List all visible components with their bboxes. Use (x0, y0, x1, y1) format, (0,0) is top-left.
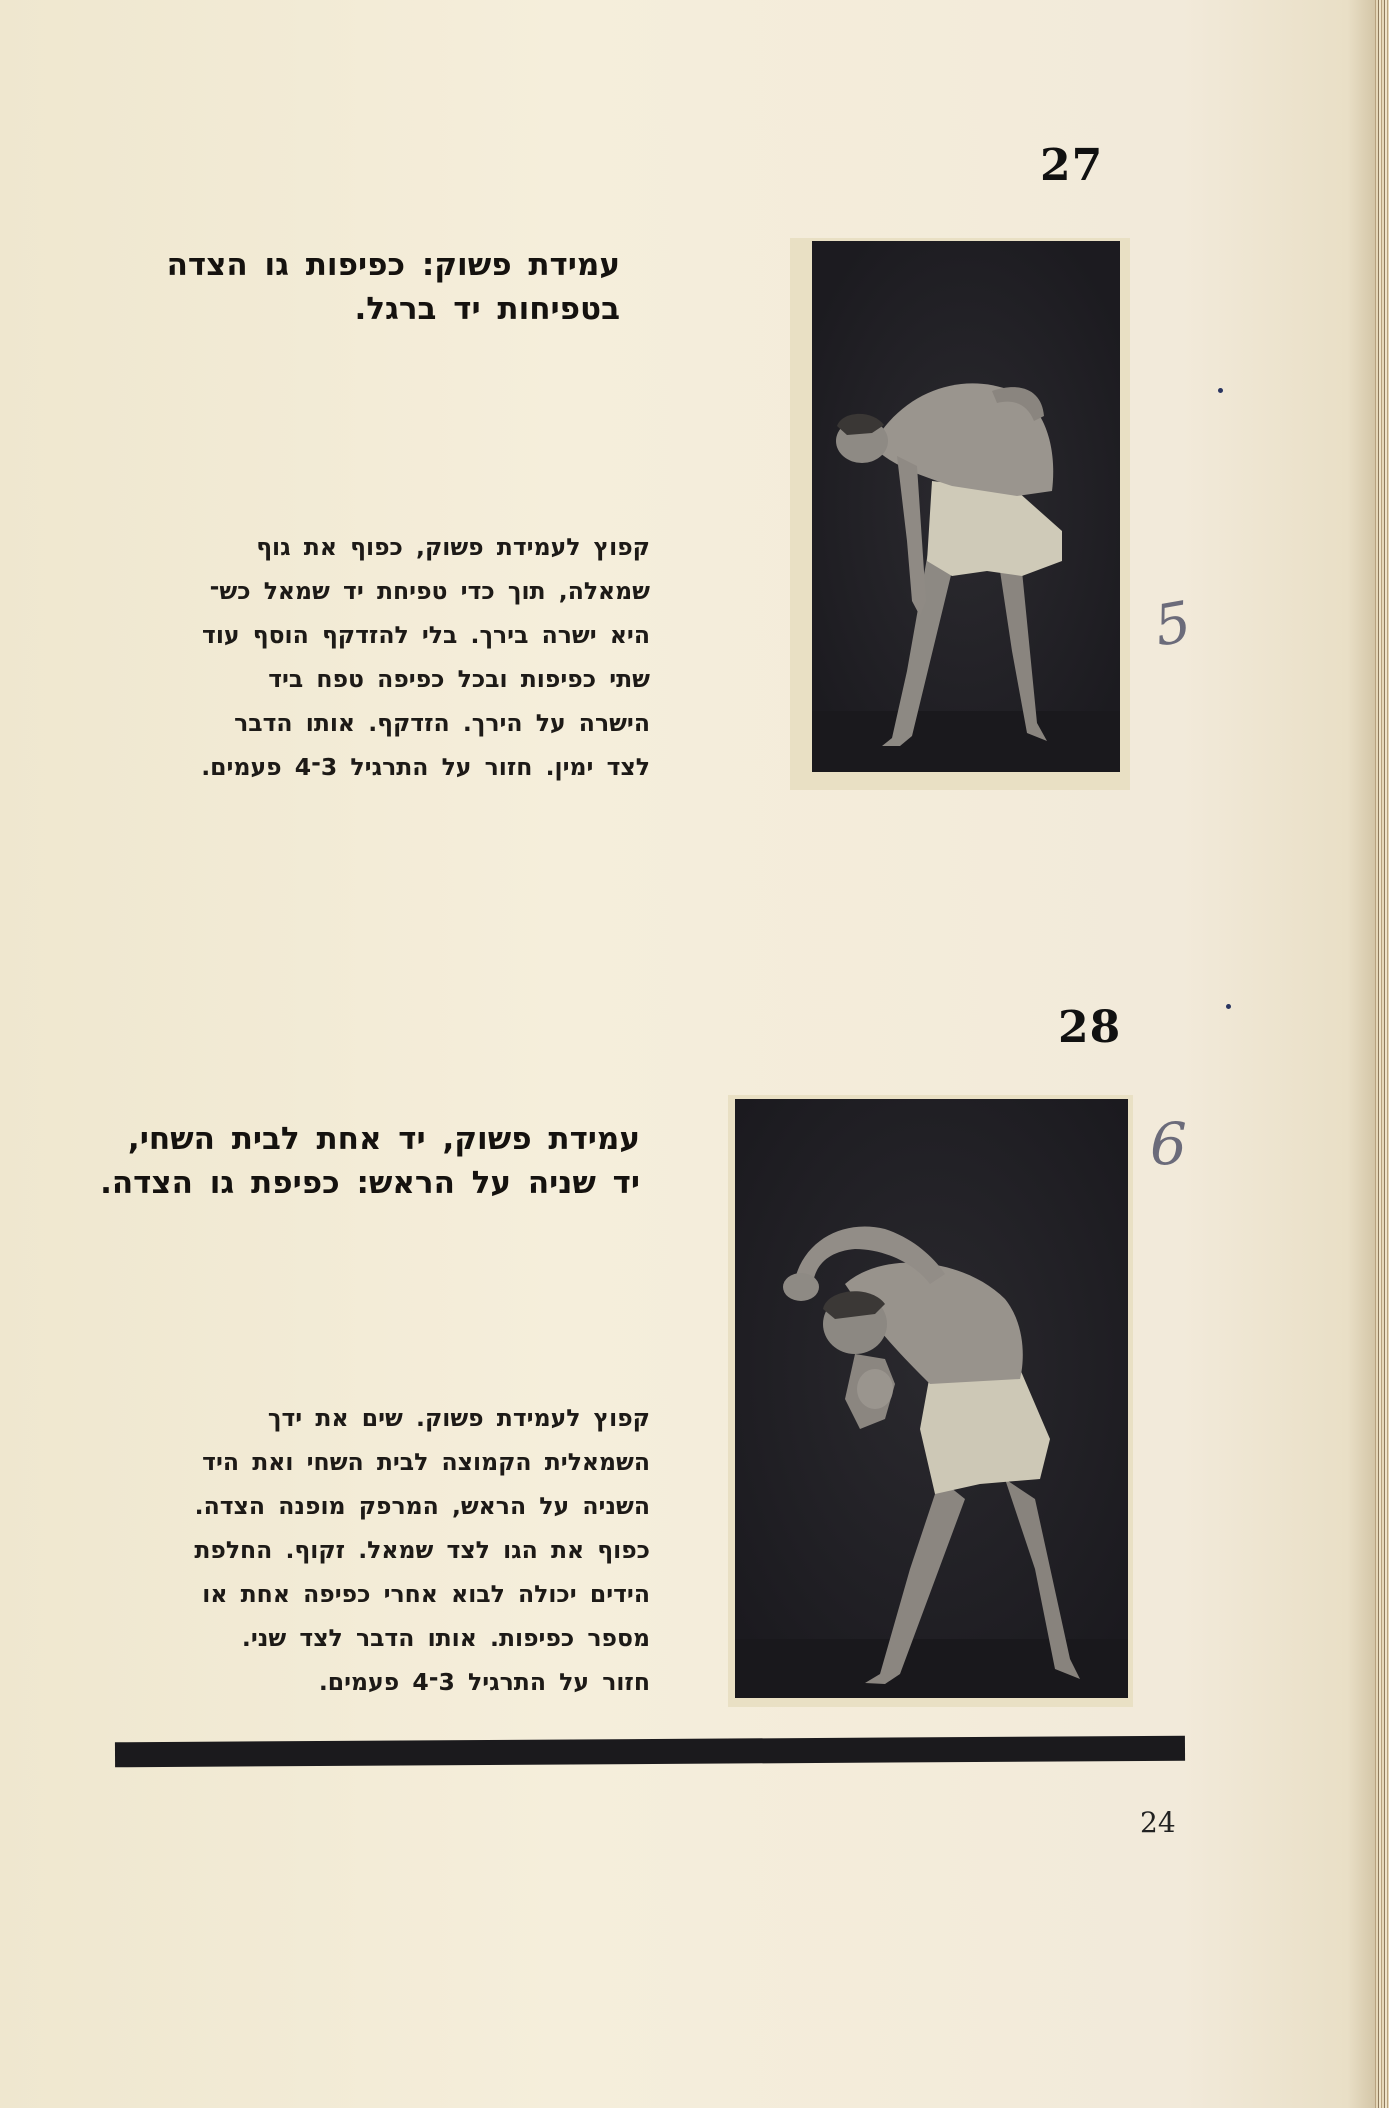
exercise-28-body-line: השניה על הראש, המרפק מופנה הצדה. (194, 1492, 650, 1520)
exercise-28-photo (735, 1099, 1128, 1698)
ink-dot (1226, 1004, 1231, 1009)
exercise-27-body-line: שמאלה, תוך כדי טפיחת יד שמאל כש־ (209, 577, 650, 605)
exercise-28-body-line: קפוץ לעמידת פשוק. שים את ידך (267, 1404, 650, 1432)
exercise-28-body-line: השמאלית הקמוצה לבית השחי ואת היד (202, 1448, 650, 1476)
section-rule (115, 1736, 1185, 1768)
ink-dot (1218, 388, 1223, 393)
margin-handwritten-mark: 6 (1150, 1110, 1187, 1178)
exercise-28-title-line: עמידת פשוק, יד אחת לבית השחי, (127, 1121, 640, 1157)
exercise-27-body-line: לצד ימין. חזור על התרגיל 3־4 פעמים. (201, 753, 650, 781)
exercise-27-title (60, 243, 620, 331)
page-edge (1375, 0, 1389, 2108)
page-number: 24 (1140, 1806, 1176, 1839)
exercise-28-title (85, 1117, 640, 1205)
side-bend-arm-overhead-figure-illustration (735, 1099, 1128, 1698)
exercise-27-title-line: עמידת פשוק: כפיפות גו הצדה (166, 247, 620, 283)
exercise-28-body-line: מספר כפיפות. אותו הדבר לצד שני. (241, 1624, 650, 1652)
margin-handwritten-mark: 5 (1149, 589, 1197, 660)
exercise-28-body-line: כפוף את הגו לצד שמאל. זקוף. החלפת (194, 1536, 650, 1564)
exercise-27-photo (812, 241, 1120, 772)
exercise-27-title-line: בטפיחות יד ברגל. (354, 291, 620, 327)
side-bend-figure-illustration (812, 241, 1120, 772)
exercise-27-body-line: שתי כפיפות ובכל כפיפה טפח ביד (268, 665, 650, 693)
exercise-27-body-line: הישרה על הירך. הזדקף. אותו הדבר (234, 709, 650, 737)
exercise-28-title-line: יד שניה על הראש: כפיפת גו הצדה. (100, 1165, 640, 1201)
exercise-27-description (85, 525, 650, 789)
exercise-27-body-line: היא ישרה בירך. בלי להזדקף הוסף עוד (202, 621, 650, 649)
exercise-28-body-line: הידים יכולה לבוא אחרי כפיפה אחת או (202, 1580, 650, 1608)
exercise-28-description (85, 1396, 650, 1704)
exercise-27-number: 27 (1040, 140, 1104, 191)
exercise-28-number: 28 (1058, 1002, 1122, 1053)
exercise-27-body-line: קפוץ לעמידת פשוק, כפוף את גוף (256, 533, 650, 561)
exercise-28-body-line: חזור על התרגיל 3־4 פעמים. (318, 1668, 650, 1696)
